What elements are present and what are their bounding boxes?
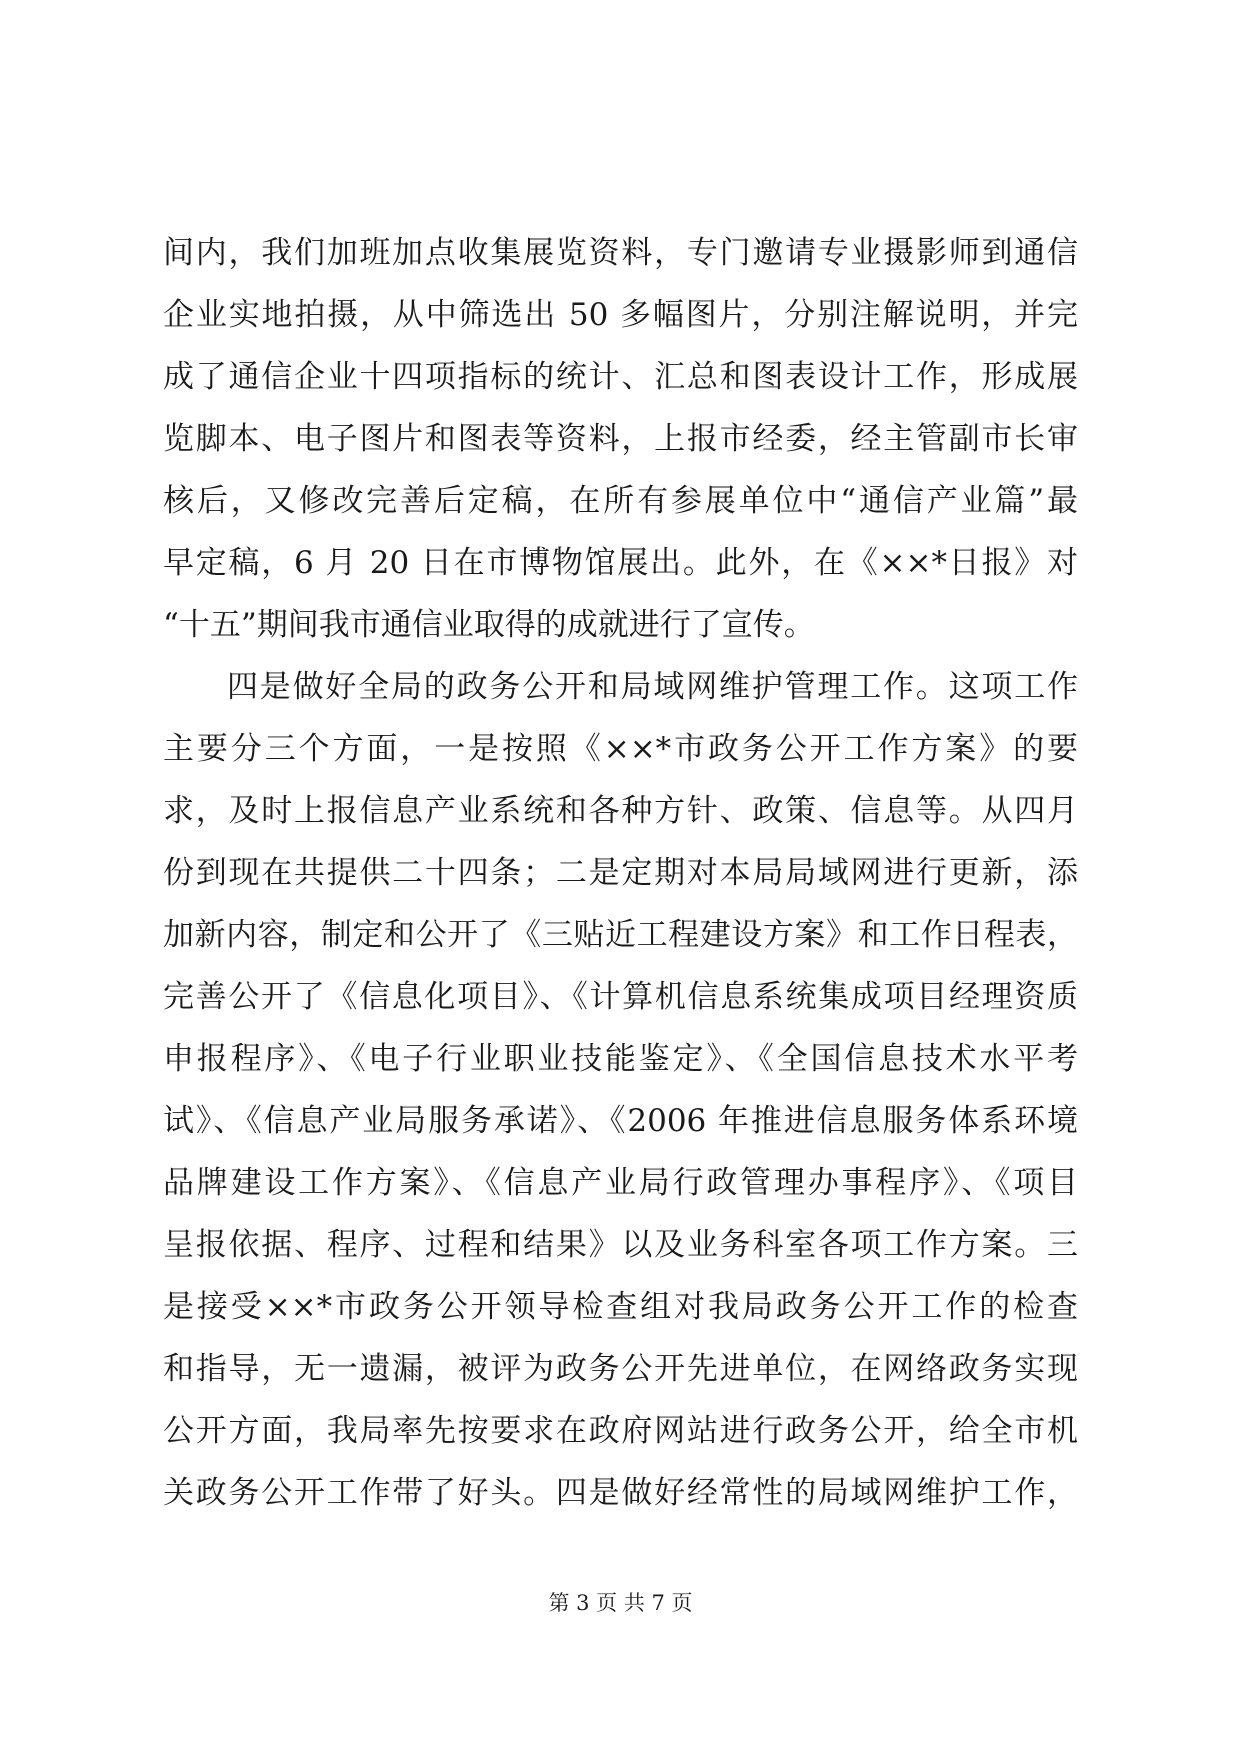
paragraph-2 (163, 656, 1078, 1524)
text-line: 间内，我们加班加点收集展览资料，专门邀请专业摄影师到通信 (163, 235, 1078, 271)
text-line: 四是做好全局的政务公开和局域网维护管理工作。这项工作 (227, 669, 1078, 705)
text-line: 求，及时上报信息产业系统和各种方针、政策、信息等。从四月 (163, 793, 1078, 829)
text-line: 成了通信企业十四项指标的统计、汇总和图表设计工作，形成展 (163, 359, 1078, 395)
text-line: 公开方面，我局率先按要求在政府网站进行政务公开，给全市机 (163, 1413, 1078, 1449)
text-line: 试》、《信息产业局服务承诺》、《2006 年推进信息服务体系环境 (163, 1103, 1078, 1139)
text-line: 申报程序》、《电子行业职业技能鉴定》、《全国信息技术水平考 (163, 1041, 1078, 1077)
page-number: 第 3 页 共 7 页 (548, 1591, 693, 1615)
text-line: 主要分三个方面，一是按照《××*市政务公开工作方案》的要 (163, 731, 1078, 767)
text-line: 览脚本、电子图片和图表等资料，上报市经委，经主管副市长审 (163, 421, 1078, 457)
text-line: 完善公开了《信息化项目》、《计算机信息系统集成项目经理资质 (163, 979, 1078, 1015)
text-line: 呈报依据、程序、过程和结果》以及业务科室各项工作方案。三 (163, 1227, 1078, 1263)
text-line: 加新内容，制定和公开了《三贴近工程建设方案》和工作日程表， (163, 917, 1078, 953)
text-line: 早定稿，6 月 20 日在市博物馆展出。此外，在《××*日报》对 (163, 545, 1078, 581)
text-line: 和指导，无一遗漏，被评为政务公开先进单位，在网络政务实现 (163, 1351, 1078, 1387)
text-line: 品牌建设工作方案》、《信息产业局行政管理办事程序》、《项目 (163, 1165, 1078, 1201)
text-line: 关政务公开工作带了好头。四是做好经常性的局域网维护工作， (163, 1475, 1078, 1511)
text-line: 企业实地拍摄，从中筛选出 50 多幅图片，分别注解说明，并完 (163, 297, 1078, 333)
text-line: “十五”期间我市通信业取得的成就进行了宣传。 (163, 607, 815, 643)
document-body (163, 222, 1078, 1524)
paragraph-1 (163, 222, 1078, 656)
text-line: 是接受××*市政务公开领导检查组对我局政务公开工作的检查 (163, 1289, 1078, 1325)
text-line: 份到现在共提供二十四条；二是定期对本局局域网进行更新，添 (163, 855, 1078, 891)
page-footer (0, 1588, 1241, 1618)
text-line: 核后，又修改完善后定稿，在所有参展单位中“通信产业篇”最 (163, 483, 1078, 519)
